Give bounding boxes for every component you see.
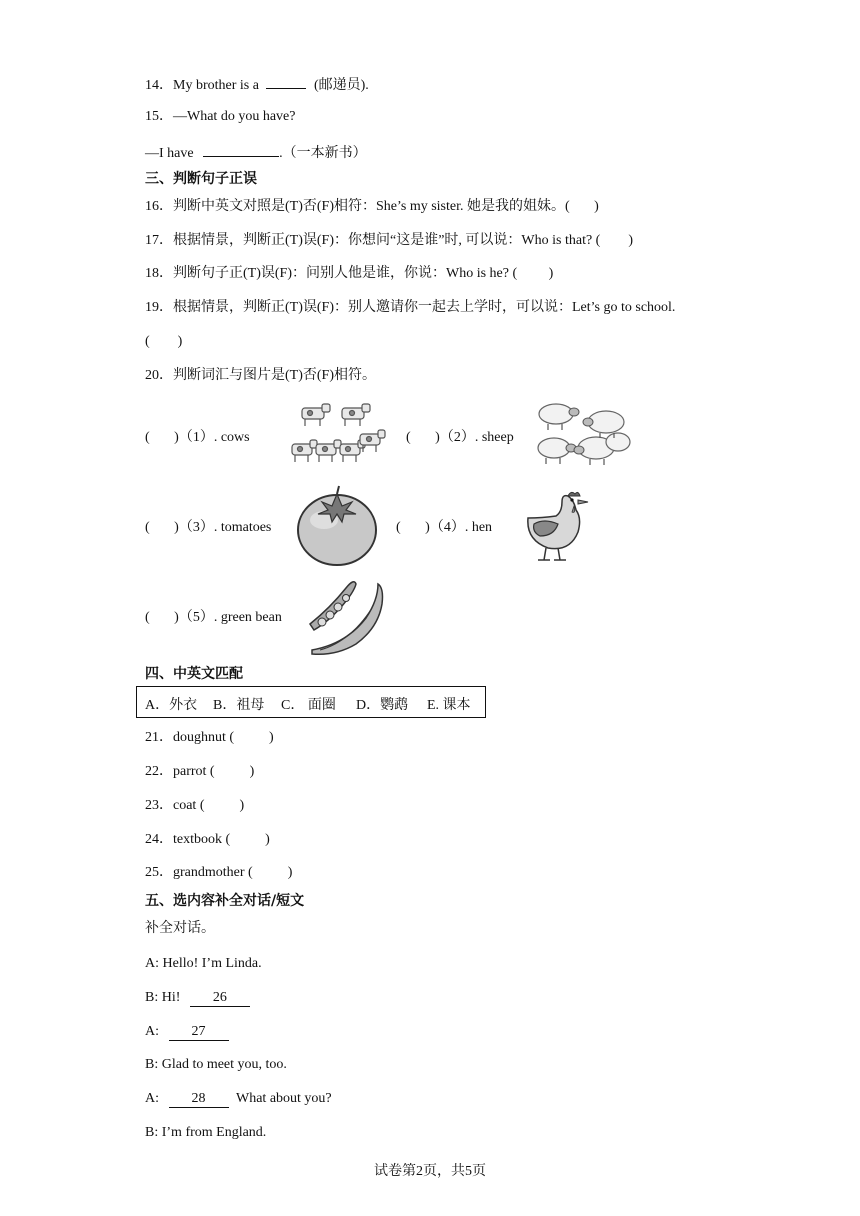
match-option-c: C． 面圈 xyxy=(281,698,336,713)
green-bean-picture-icon xyxy=(306,578,386,658)
match-option-e: E. 课本 xyxy=(427,698,471,713)
question-number: 23． xyxy=(145,798,173,813)
dialog-line-4: B: Glad to meet you, too. xyxy=(145,1057,287,1072)
question-24 xyxy=(145,831,270,849)
question-number: 18． xyxy=(145,266,173,281)
dialog-line-6: B: I’m from England. xyxy=(145,1125,267,1140)
question-hint: (邮递员). xyxy=(313,78,369,93)
page-footer: 试卷第2页，共5页 xyxy=(374,1164,486,1179)
section-instruction: 补全对话。 xyxy=(145,921,215,936)
question-number: 20． xyxy=(145,368,173,383)
question-number: 21． xyxy=(145,730,173,745)
question-number: 16． xyxy=(145,199,173,214)
picture-item-hen[interactable]: ( )（4）. hen xyxy=(396,520,493,535)
picture-item-sheep[interactable]: ( )（2）. sheep xyxy=(406,430,514,445)
question-19 xyxy=(145,299,675,317)
question-text: 判断句子正(T)误(F)：问别人他是谁，你说：Who is he? ( ) xyxy=(173,266,554,281)
tomato-picture-icon xyxy=(294,484,380,568)
cows-picture-icon xyxy=(290,398,386,470)
match-options-box xyxy=(136,686,486,718)
match-option-a: A．外衣 xyxy=(145,698,198,713)
picture-item-cows[interactable]: ( )（1）. cows xyxy=(145,430,250,445)
question-text: textbook ( ) xyxy=(173,832,270,847)
question-text: grandmother ( ) xyxy=(173,865,293,880)
answer-blank[interactable] xyxy=(203,142,279,157)
answer-blank[interactable] xyxy=(266,74,306,89)
match-option-d: D．鹦鹉 xyxy=(356,698,409,713)
question-text: parrot ( ) xyxy=(173,764,255,779)
question-text: coat ( ) xyxy=(173,798,245,813)
question-21 xyxy=(145,729,274,747)
answer-prefix: —I have xyxy=(145,146,194,161)
question-number: 14． xyxy=(145,78,173,93)
dialog-line-3 xyxy=(145,1023,229,1041)
hen-picture-icon xyxy=(518,488,594,564)
picture-item-tomatoes[interactable]: ( )（3）. tomatoes xyxy=(145,520,272,535)
cow xyxy=(302,404,330,426)
question-22 xyxy=(145,763,254,781)
dialog-line-5 xyxy=(145,1090,332,1108)
question-20 xyxy=(145,367,376,385)
sheep-picture-icon xyxy=(536,400,632,472)
speaker-text: A: xyxy=(145,1024,159,1039)
question-number: 22． xyxy=(145,764,173,779)
question-17 xyxy=(145,232,633,250)
question-16 xyxy=(145,198,599,216)
question-text: 判断词汇与图片是(T)否(F)相符。 xyxy=(173,368,376,383)
dialog-line-1: A: Hello! I’m Linda. xyxy=(145,956,262,971)
question-hint: .（一本新书） xyxy=(279,146,367,161)
question-text: 判断中英文对照是(T)否(F)相符：She’s my sister. 她是我的姐妹。( ) xyxy=(173,199,599,214)
question-number: 25． xyxy=(145,865,173,880)
question-14 xyxy=(145,74,369,95)
picture-item-green-bean[interactable]: ( )（5）. green bean xyxy=(145,610,282,625)
speaker-text: A: xyxy=(145,1091,159,1106)
question-number: 24． xyxy=(145,832,173,847)
blank-26[interactable]: 26 xyxy=(190,990,250,1007)
speaker-text: B: Hi! xyxy=(145,990,181,1005)
section-title: 三、判断句子正误 xyxy=(145,171,257,187)
section-title: 五、选内容补全对话/短文 xyxy=(145,893,305,909)
dialog-text: What about you? xyxy=(236,1091,332,1106)
question-18 xyxy=(145,265,553,283)
section-title: 四、中英文匹配 xyxy=(145,666,243,682)
blank-27[interactable]: 27 xyxy=(169,1024,229,1041)
question-number: 19． xyxy=(145,300,173,315)
question-text: 根据情景，判断正(T)误(F)：别人邀请你一起去上学时，可以说：Let’s go to school. xyxy=(173,300,676,315)
question-text: 根据情景，判断正(T)误(F)：你想问“这是谁”时, 可以说：Who is that? ( ) xyxy=(173,233,633,248)
question-text: —What do you have? xyxy=(173,109,296,124)
question-25 xyxy=(145,864,292,882)
dialog-line-2 xyxy=(145,989,250,1007)
question-number: 15． xyxy=(145,109,173,124)
question-number: 17． xyxy=(145,233,173,248)
match-option-b: B．祖母 xyxy=(213,698,265,713)
question-15-answer-line xyxy=(145,142,367,163)
answer-parenthesis[interactable]: ( ) xyxy=(145,334,183,349)
question-text: My brother is a xyxy=(173,78,259,93)
question-text: doughnut ( ) xyxy=(173,730,274,745)
question-23 xyxy=(145,797,244,815)
blank-28[interactable]: 28 xyxy=(169,1091,229,1108)
question-15 xyxy=(145,108,295,126)
